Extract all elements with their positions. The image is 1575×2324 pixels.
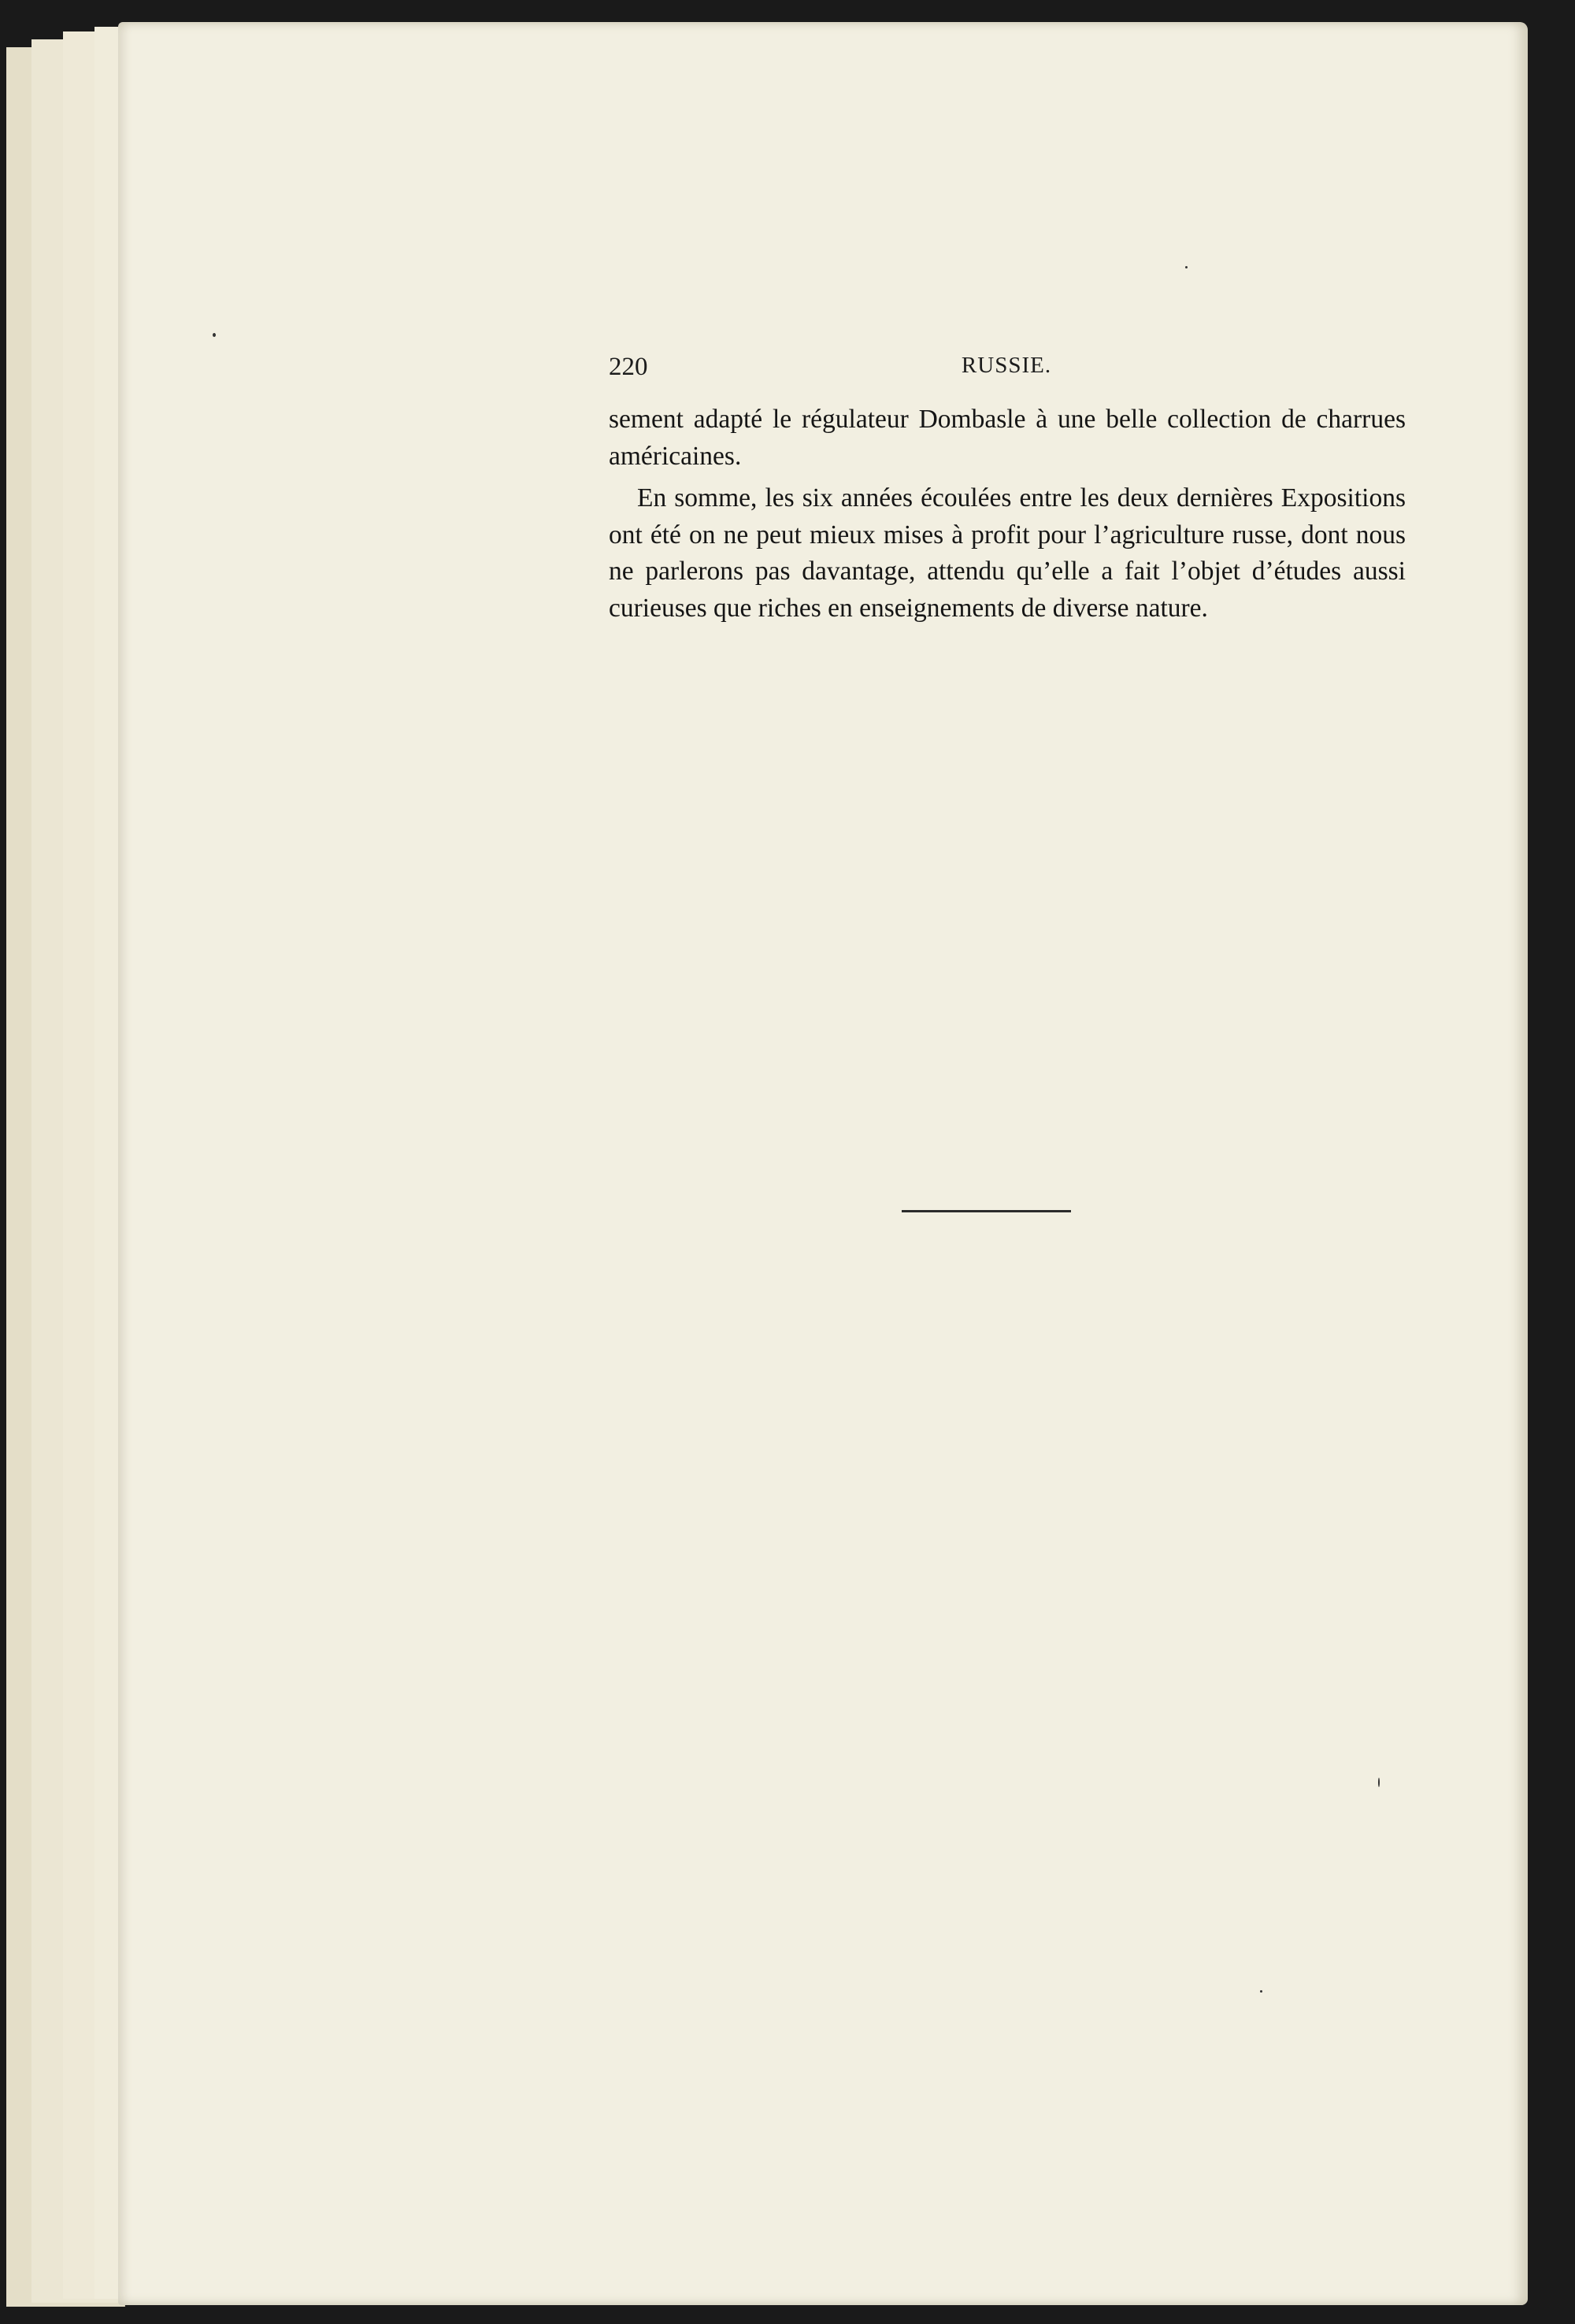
book-page bbox=[118, 22, 1528, 2305]
page-number: 220 bbox=[609, 353, 648, 381]
page-header bbox=[609, 353, 1404, 392]
paragraph: En somme, les six années écoulées entre les deux dernières Expositions ont été on ne peut mieux mises à profit pour l’agriculture russe, dont nous ne parlerons pas davantage, attendu qu’elle a fait l’objet d’études aussi curieuses que riches en enseignements de diverse nature. bbox=[609, 483, 1406, 623]
paper-speck bbox=[1185, 266, 1188, 268]
running-head: RUSSIE. bbox=[961, 353, 1052, 378]
paper-speck bbox=[213, 333, 216, 337]
paragraph: sement adapté le régulateur Dombasle à une belle collection de charrues américaines. bbox=[609, 405, 1406, 471]
section-rule bbox=[902, 1210, 1071, 1212]
paper-speck bbox=[1378, 1778, 1380, 1787]
paper-speck bbox=[1260, 1990, 1262, 1993]
body-text bbox=[609, 402, 1406, 627]
